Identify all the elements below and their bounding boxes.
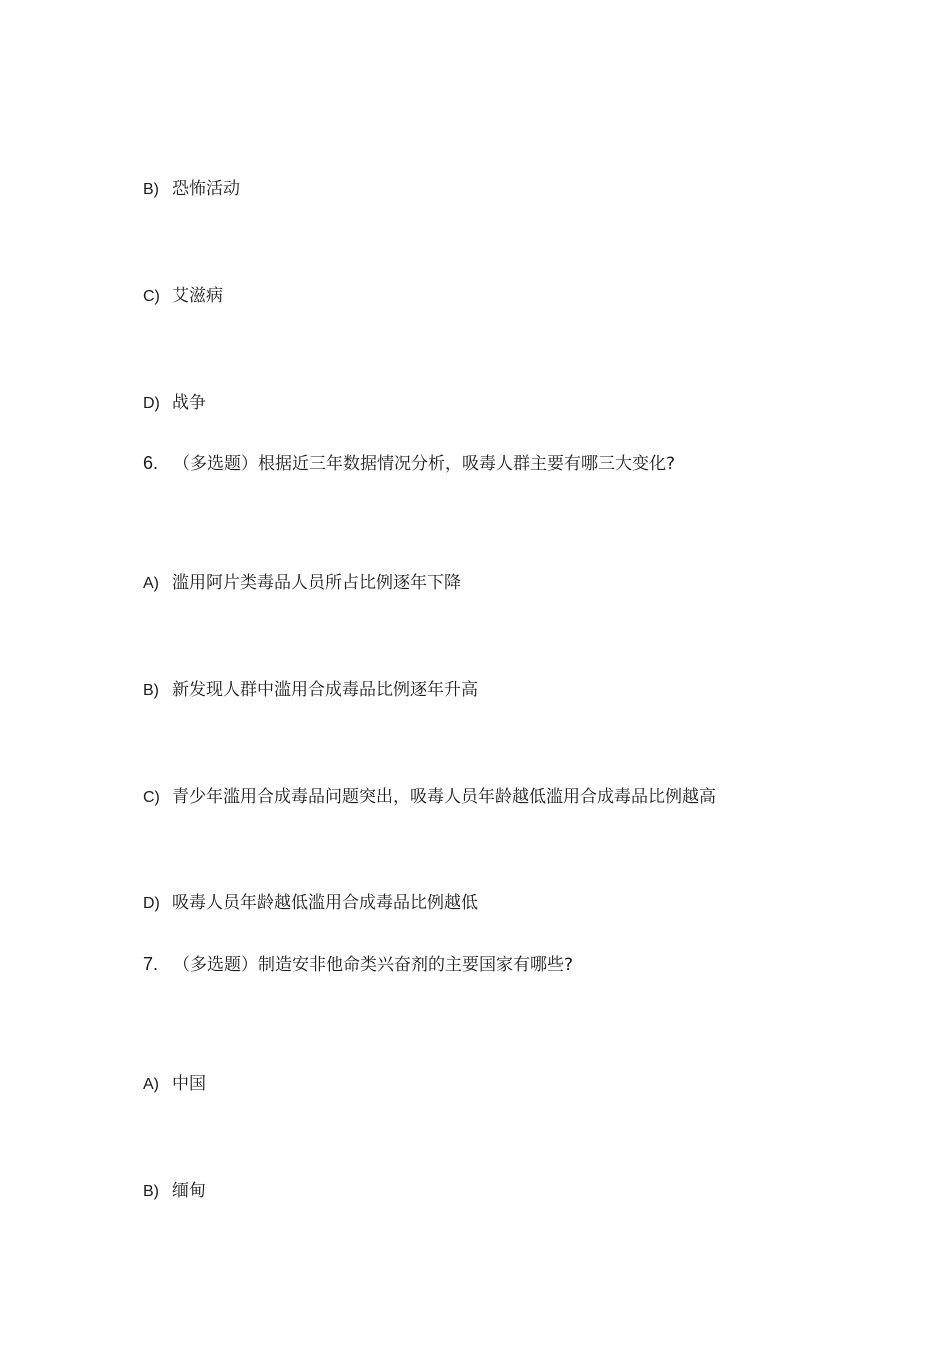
- option-q5-c: [143, 285, 223, 308]
- option-letter: D): [143, 395, 160, 412]
- question-number: 7.: [143, 954, 159, 974]
- option-letter: B): [143, 1183, 159, 1200]
- option-letter: B): [143, 181, 159, 198]
- option-q6-a: [143, 572, 461, 595]
- question-6: [143, 452, 675, 475]
- option-letter: A): [143, 1076, 159, 1093]
- option-q6-d: [143, 892, 478, 915]
- option-q5-b: [143, 178, 240, 201]
- option-q6-b: [143, 679, 478, 702]
- question-7: [143, 953, 573, 976]
- question-text: （多选题）制造安非他命类兴奋剂的主要国家有哪些?: [173, 955, 574, 975]
- question-number: 6.: [143, 453, 159, 473]
- option-text: 滥用阿片类毒品人员所占比例逐年下降: [172, 573, 461, 593]
- option-text: 战争: [172, 393, 206, 413]
- option-text: 恐怖活动: [172, 179, 240, 199]
- option-letter: D): [143, 895, 160, 912]
- option-q7-b: [143, 1180, 206, 1203]
- option-letter: C): [143, 789, 160, 806]
- option-q6-c: [143, 786, 716, 809]
- option-text: 缅甸: [172, 1181, 206, 1201]
- option-q5-d: [143, 392, 206, 415]
- option-letter: B): [143, 682, 159, 699]
- question-text: （多选题）根据近三年数据情况分析，吸毒人群主要有哪三大变化?: [173, 454, 676, 474]
- option-q7-a: [143, 1073, 206, 1096]
- option-letter: A): [143, 575, 159, 592]
- option-text: 青少年滥用合成毒品问题突出，吸毒人员年龄越低滥用合成毒品比例越高: [172, 787, 716, 807]
- option-text: 新发现人群中滥用合成毒品比例逐年升高: [172, 680, 478, 700]
- option-letter: C): [143, 288, 160, 305]
- option-text: 中国: [172, 1074, 206, 1094]
- option-text: 吸毒人员年龄越低滥用合成毒品比例越低: [172, 893, 478, 913]
- option-text: 艾滋病: [172, 286, 223, 306]
